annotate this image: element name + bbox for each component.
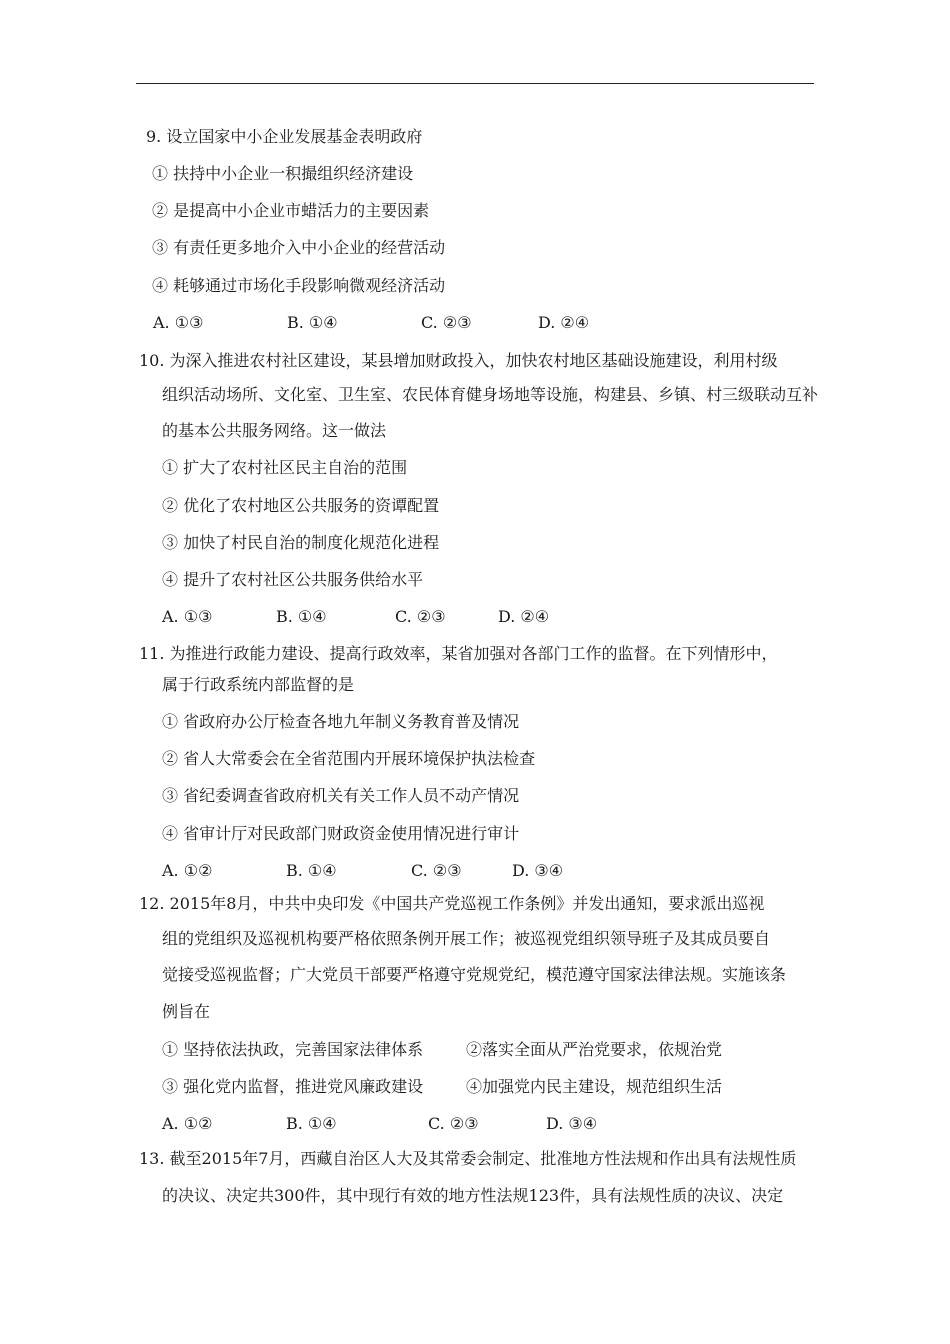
q12-option-c: C. ②③ (428, 1114, 479, 1133)
q10-stem-line-3: 的基本公共服务网络。这一做法 (162, 421, 387, 440)
q11-stem-line-2: 属于行政系统内部监督的是 (162, 675, 355, 694)
q11-option-b: B. ①④ (286, 861, 337, 880)
q12-stem-line-1: 12. 2015年8月，中共中央印发《中国共产党巡视工作条例》并发出通知，要求派出巡视 (139, 894, 765, 913)
q11-option-a: A. ①② (162, 861, 213, 880)
q12-item-2: ②落实全面从严治党要求，依规治党 (466, 1040, 723, 1059)
q9-option-b: B. ①④ (287, 313, 338, 332)
q13-stem-line-2: 的决议、决定共300件，其中现行有效的地方性法规123件，具有法规性质的决议、决定 (162, 1186, 784, 1205)
header-rule (136, 83, 814, 84)
q11-item-2: ② 省人大常委会在全省范围内开展环境保护执法检查 (162, 749, 536, 768)
q12-option-d: D. ③④ (546, 1114, 598, 1133)
q11-item-4: ④ 省审计厅对民政部门财政资金使用情况进行审计 (162, 824, 520, 843)
q11-option-d: D. ③④ (512, 861, 564, 880)
q12-option-a: A. ①② (162, 1114, 213, 1133)
q11-item-3: ③ 省纪委调查省政府机关有关工作人员不动产情况 (162, 786, 520, 805)
q12-stem-line-2: 组的党组织及巡视机构要严格依照条例开展工作；被巡视党组织领导班子及其成员要自 (162, 929, 771, 948)
q10-option-b: B. ①④ (276, 607, 327, 626)
q10-item-1: ① 扩大了农村社区民主自治的范围 (162, 458, 408, 477)
q9-item-4: ④ 耗够通过市场化手段影响微观经济活动 (152, 276, 446, 295)
q10-stem-line-1: 10. 为深入推进农村社区建设，某县增加财政投入，加快农村地区基础设施建设，利用村级 (139, 351, 778, 370)
q9-option-c: C. ②③ (421, 313, 472, 332)
q10-item-4: ④ 提升了农村社区公共服务供给水平 (162, 570, 424, 589)
q9-stem: 9. 设立国家中小企业发展基金表明政府 (146, 127, 423, 146)
q10-option-a: A. ①③ (162, 607, 213, 626)
q12-stem-line-4: 例旨在 (162, 1002, 211, 1021)
q12-item-3: ③ 强化党内监督，推进党风廉政建设 (162, 1077, 424, 1096)
q10-item-3: ③ 加快了村民自治的制度化规范化进程 (162, 533, 440, 552)
q11-stem-line-1: 11. 为推进行政能力建设、提高行政效率，某省加强对各部门工作的监督。在下列情形中， (139, 644, 778, 663)
q12-stem-line-3: 觉接受巡视监督；广大党员干部要严格遵守党规党纪，模范遵守国家法律法规。实施该条 (162, 965, 787, 984)
q11-item-1: ① 省政府办公厅检查各地九年制义务教育普及情况 (162, 712, 520, 731)
q9-option-d: D. ②④ (538, 313, 590, 332)
q12-option-b: B. ①④ (286, 1114, 337, 1133)
q10-item-2: ② 优化了农村地区公共服务的资谭配置 (162, 496, 440, 515)
q9-item-2: ② 是提高中小企业市蜡活力的主要因素 (152, 201, 430, 220)
q9-item-3: ③ 有责任更多地介入中小企业的经营活动 (152, 238, 446, 257)
q11-option-c: C. ②③ (411, 861, 462, 880)
q10-option-c: C. ②③ (395, 607, 446, 626)
q12-item-4: ④加强党内民主建设，规范组织生活 (466, 1077, 723, 1096)
q13-stem-line-1: 13. 截至2015年7月，西藏自治区人大及其常委会制定、批准地方性法规和作出具有法规性质 (139, 1149, 797, 1168)
q10-option-d: D. ②④ (498, 607, 550, 626)
q9-item-1: ① 扶持中小企业一积撮组织经济建设 (152, 164, 414, 183)
q12-item-1: ① 坚持依法执政，完善国家法律体系 (162, 1040, 424, 1059)
q10-stem-line-2: 组织活动场所、文化室、卫生室、农民体育健身场地等设施，构建县、乡镇、村三级联动互补 (162, 385, 819, 404)
q9-option-a: A. ①③ (153, 313, 204, 332)
